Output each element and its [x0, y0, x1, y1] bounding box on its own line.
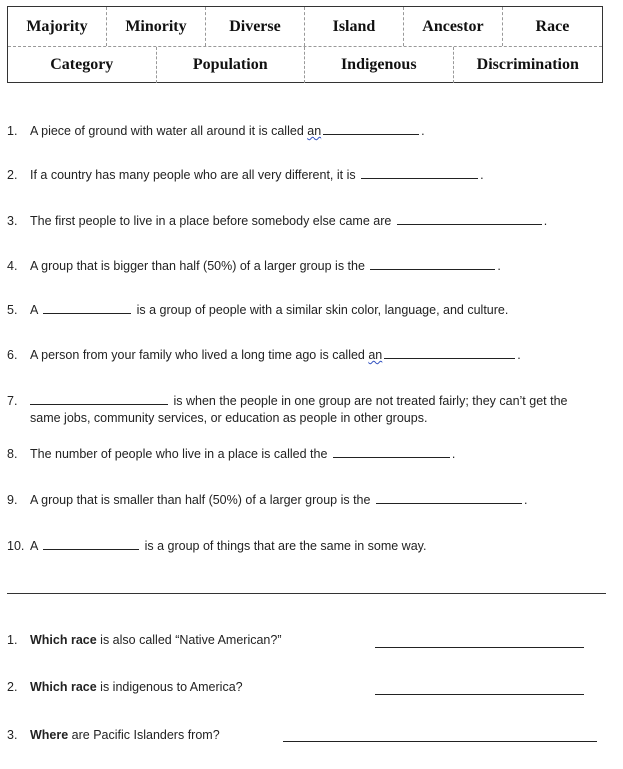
question-text: A piece of ground with water all around it is called	[30, 124, 308, 138]
answer-blank[interactable]	[43, 301, 131, 314]
fill-in-question-7	[7, 392, 607, 427]
answer-blank[interactable]	[43, 537, 139, 550]
question-text: A	[30, 303, 42, 317]
question-text-continued: same jobs, community services, or education as people in other groups.	[30, 411, 428, 425]
word-bank-term: Category	[8, 47, 157, 83]
question-text-end: .	[523, 493, 528, 507]
word-bank-row-2	[8, 47, 602, 83]
answer-blank[interactable]	[333, 445, 450, 458]
question-text: If a country has many people who are all very different, it is	[30, 168, 360, 182]
answer-line[interactable]	[375, 647, 584, 648]
answer-blank[interactable]	[30, 392, 168, 405]
question-number: 3.	[7, 214, 18, 228]
word-bank-row-1	[8, 7, 602, 47]
word-bank-term: Ancestor	[404, 7, 503, 46]
answer-blank[interactable]	[376, 491, 522, 504]
word-bank-term: Population	[157, 47, 306, 83]
word-bank-term: Minority	[107, 7, 206, 46]
question-number: 1.	[7, 633, 18, 647]
word-bank	[7, 6, 603, 83]
question-text-end: .	[451, 447, 456, 461]
question-number: 6.	[7, 348, 18, 362]
word-bank-term: Majority	[8, 7, 107, 46]
question-text-end: is a group of things that are the same in some way.	[141, 539, 427, 553]
question-text-end: .	[543, 214, 548, 228]
short-answer-question-1	[7, 632, 281, 649]
fill-in-question-5	[7, 301, 607, 319]
fill-in-question-2	[7, 166, 607, 184]
question-text: The number of people who live in a place is called the	[30, 447, 331, 461]
answer-blank[interactable]	[397, 212, 542, 225]
answer-blank[interactable]	[361, 166, 478, 179]
question-keyword: Which race	[30, 680, 97, 694]
word-bank-term: Island	[305, 7, 404, 46]
word-bank-term: Diverse	[206, 7, 305, 46]
fill-in-question-10	[7, 537, 607, 555]
answer-blank[interactable]	[384, 346, 515, 359]
question-text: A group that is smaller than half (50%) of a larger group is the	[30, 493, 374, 507]
question-keyword: Which race	[30, 633, 97, 647]
question-text: The first people to live in a place before somebody else came are	[30, 214, 395, 228]
question-text: is also called “Native American?”	[96, 633, 282, 647]
question-text-end: is a group of people with a similar skin color, language, and culture.	[133, 303, 509, 317]
question-number: 5.	[7, 303, 18, 317]
question-text-end: .	[517, 348, 521, 362]
fill-in-question-9	[7, 491, 607, 509]
question-number: 9.	[7, 493, 18, 507]
question-text: are Pacific Islanders from?	[68, 728, 220, 742]
word-bank-term: Indigenous	[305, 47, 454, 83]
answer-blank[interactable]	[370, 257, 495, 270]
question-number: 4.	[7, 259, 18, 273]
question-number: 3.	[7, 728, 18, 742]
answer-blank[interactable]	[323, 122, 419, 135]
question-text: A person from your family who lived a long time ago is called	[30, 348, 369, 362]
word-bank-term: Discrimination	[476, 56, 579, 73]
question-number: 8.	[7, 447, 18, 461]
short-answer-question-2	[7, 679, 243, 696]
question-number: 7.	[7, 394, 18, 408]
answer-line[interactable]	[283, 741, 597, 742]
fill-in-question-8	[7, 445, 607, 463]
question-number: 2.	[7, 680, 18, 694]
spelling-flag: an	[368, 348, 383, 362]
question-number: 1.	[7, 124, 18, 138]
word-bank-term: Race	[535, 17, 570, 35]
fill-in-question-1	[7, 122, 607, 140]
section-divider	[7, 593, 606, 594]
fill-in-question-4	[7, 257, 607, 275]
fill-in-question-6	[7, 346, 607, 364]
question-keyword: Where	[30, 728, 69, 742]
question-number: 10.	[7, 539, 25, 553]
question-number: 2.	[7, 168, 18, 182]
question-text: is indigenous to America?	[96, 680, 243, 694]
question-text: A group that is bigger than half (50%) of a larger group is the	[30, 259, 369, 273]
spelling-flag: an	[307, 124, 322, 138]
fill-in-question-3	[7, 212, 607, 230]
question-text-end: .	[421, 124, 425, 138]
question-text-end: .	[480, 168, 484, 182]
answer-line[interactable]	[375, 694, 584, 695]
question-text: A	[30, 539, 42, 553]
question-text-end: .	[497, 259, 501, 273]
short-answer-question-3	[7, 727, 220, 744]
question-text-end: is when the people in one group are not treated fairly; they can’t get the	[170, 394, 568, 408]
